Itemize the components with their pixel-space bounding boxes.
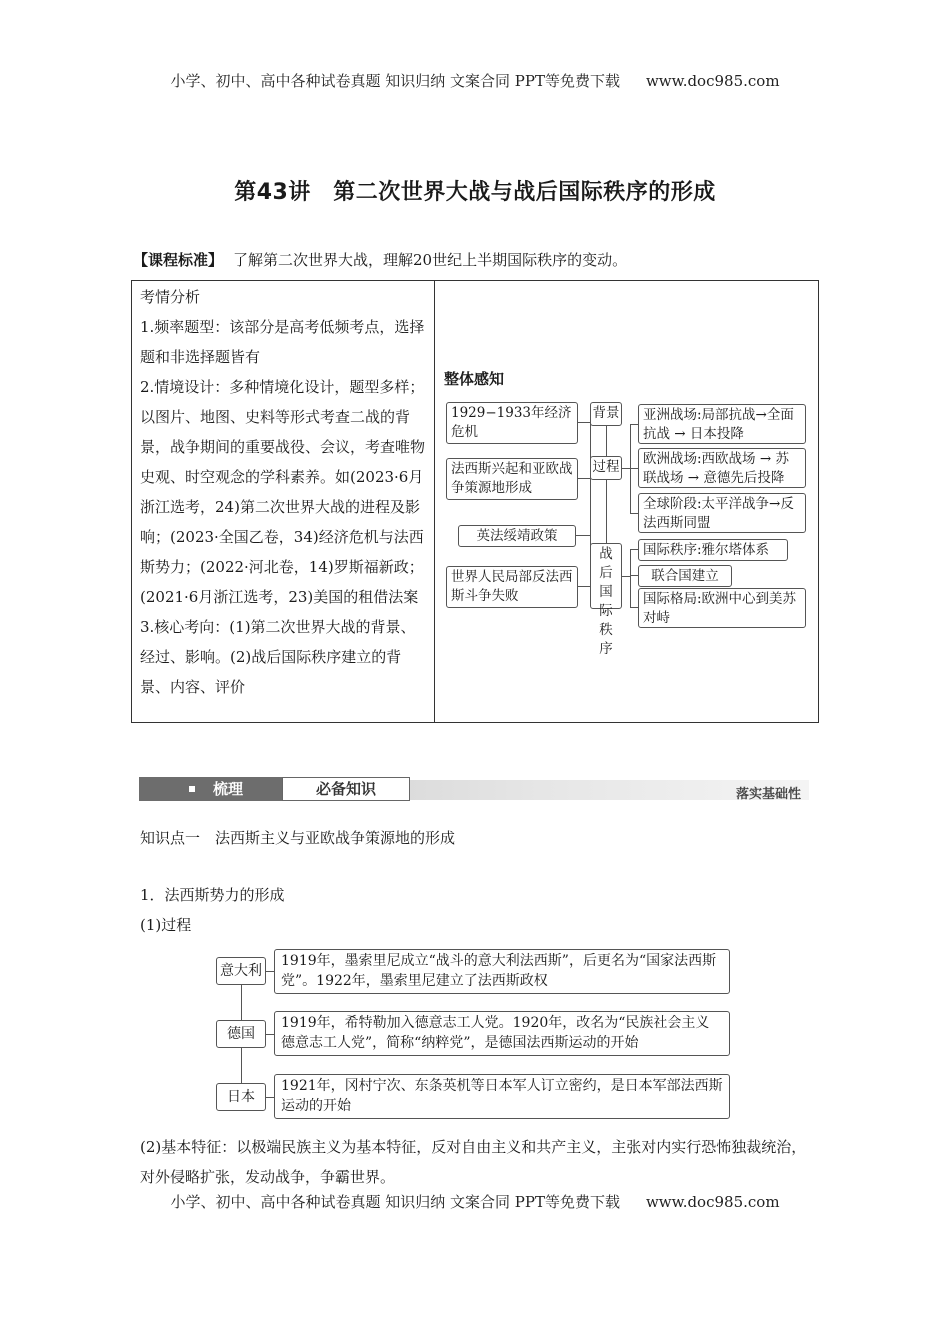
connector <box>266 1034 274 1035</box>
right-box-europe: 欧洲战场:西欧战场 → 苏联战场 → 意德先后投降 <box>638 448 806 488</box>
square-bullet-icon <box>189 786 195 792</box>
page-footer <box>0 1191 950 1212</box>
mid-box-background: 背景 <box>590 402 622 426</box>
mid-box-process: 过程 <box>590 456 622 480</box>
page-title: 第43讲 第二次世界大战与战后国际秩序的形成 <box>234 180 716 205</box>
right-box-un: 联合国建立 <box>638 565 732 587</box>
banner-mid: 必备知识 <box>282 777 410 801</box>
header-url: www.doc985.com <box>645 72 780 90</box>
connector <box>630 424 638 425</box>
connector <box>622 576 630 577</box>
table-divider <box>434 281 435 722</box>
right-box-pattern: 国际格局:欧洲中心到美苏对峙 <box>638 588 806 628</box>
connector <box>578 586 590 587</box>
connector <box>578 478 590 479</box>
course-standard-text: 了解第二次世界大战，理解20世纪上半期国际秩序的变动。 <box>233 251 628 269</box>
page-header <box>0 70 950 91</box>
course-standard <box>133 249 627 270</box>
connector <box>622 468 630 469</box>
right-box-asia: 亚洲战场:局部抗战→全面抗战 → 日本投降 <box>638 404 806 444</box>
course-standard-label: 【课程标准】 <box>133 251 224 269</box>
left-box-fascism: 法西斯兴起和亚欧战争策源地形成 <box>446 458 578 500</box>
subheading-process: (1)过程 <box>140 916 192 934</box>
header-text: 小学、初中、高中各种试卷真题 知识归纳 文案合同 PPT等免费下载 <box>170 72 620 90</box>
process-text-japan: 1921年，冈村宁次、东条英机等日本军人订立密约，是日本军部法西斯运动的开始 <box>274 1074 730 1119</box>
overview-title: 整体感知 <box>444 370 505 388</box>
exam-analysis-p3: 3.核心考向：(1)第二次世界大战的背景、经过、影响。(2)战后国际秩序建立的背景、内容、评价 <box>140 618 416 696</box>
subheading-1: 1．法西斯势力的形成 <box>140 886 285 904</box>
connector <box>630 468 638 469</box>
connector <box>630 513 638 514</box>
left-box-appeasement: 英法绥靖政策 <box>458 525 576 547</box>
mid-box-order: 战后国际秩序 <box>590 543 622 609</box>
connector <box>266 1097 274 1098</box>
exam-analysis-p1: 1.频率题型：该部分是高考低频考点，选择题和非选择题皆有 <box>140 318 425 366</box>
country-japan: 日本 <box>216 1083 266 1111</box>
left-box-failure: 世界人民局部反法西斯斗争失败 <box>446 566 578 608</box>
exam-analysis <box>140 282 428 702</box>
connector <box>576 535 590 536</box>
country-italy: 意大利 <box>216 957 266 985</box>
connector <box>578 422 590 423</box>
knowledge-point-title: 知识点一 法西斯主义与亚欧战争策源地的形成 <box>140 829 456 847</box>
connector <box>630 549 638 550</box>
connector <box>630 424 631 514</box>
exam-analysis-heading: 考情分析 <box>140 288 201 306</box>
footer-url: www.doc985.com <box>645 1193 780 1211</box>
exam-analysis-p2: 2.情境设计：多种情境化设计，题型多样；以图片、地图、史料等形式考查二战的背景，战争期间的重要战役、会议，考查唯物史观、时空观念的学科素养。如(2023·6月浙江选考，24)第二次世界大战的进程及影响；(2023·全国乙卷，34)经济危机与法西斯势力；(2022·河北卷，14)罗斯福新政；(2021·6月浙江选考，23)美国的租借法案 <box>140 378 426 606</box>
section-banner <box>139 775 809 801</box>
banner-left-text: 梳理 <box>213 780 244 798</box>
arrow-shaft <box>606 426 607 456</box>
banner-right: 落实基础性 <box>735 787 801 802</box>
connector <box>266 971 274 972</box>
banner-left <box>139 777 282 801</box>
country-germany: 德国 <box>216 1020 266 1048</box>
arrow-shaft <box>606 480 607 543</box>
connector <box>630 607 638 608</box>
process-text-italy: 1919年，墨索里尼成立“战斗的意大利法西斯”，后更名为“国家法西斯党”。1922年，墨索里尼建立了法西斯政权 <box>274 949 730 994</box>
right-box-yalta: 国际秩序:雅尔塔体系 <box>638 539 788 561</box>
left-box-crisis: 1929−1933年经济危机 <box>446 402 578 444</box>
right-box-global: 全球阶段:太平洋战争→反法西斯同盟 <box>638 493 806 533</box>
connector <box>630 575 638 576</box>
process-text-germany: 1919年，希特勒加入德意志工人党。1920年，改名为“民族社会主义德意志工人党”，简称“纳粹党”，是德国法西斯运动的开始 <box>274 1011 730 1056</box>
basic-features: (2)基本特征：以极端民族主义为基本特征，反对自由主义和共产主义，主张对内实行恐怖独裁统治，对外侵略扩张，发动战争，争霸世界。 <box>140 1138 807 1186</box>
connector <box>630 549 631 607</box>
footer-text: 小学、初中、高中各种试卷真题 知识归纳 文案合同 PPT等免费下载 <box>170 1193 620 1211</box>
